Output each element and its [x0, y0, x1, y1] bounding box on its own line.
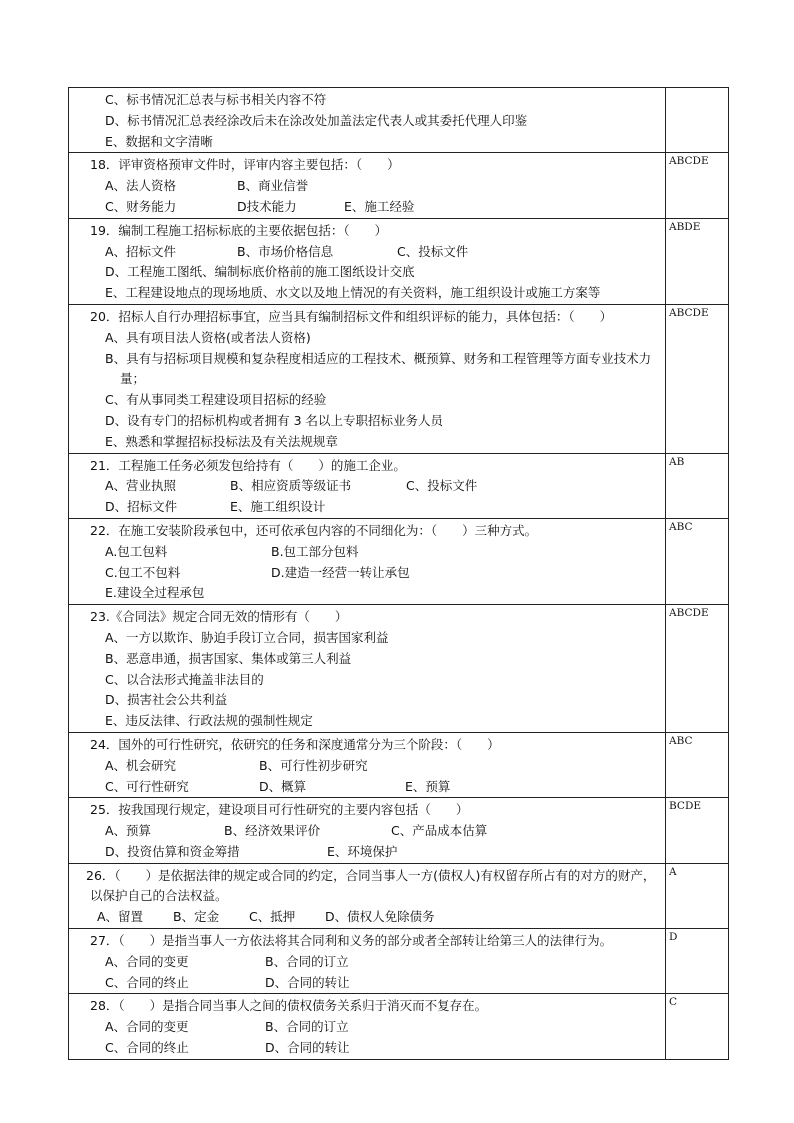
question-text: 23.《合同法》规定合同无效的情形有（ ）: [90, 609, 348, 625]
option-line: [72, 132, 662, 153]
question-row-26: [69, 863, 729, 928]
option-b: B、定金: [173, 909, 220, 925]
option-line: [72, 349, 662, 391]
option-e: E、预算: [405, 778, 451, 794]
option-line: [72, 1038, 662, 1059]
option-c: C、产品成本估算: [391, 823, 488, 839]
option-a: A、合同的变更: [105, 1019, 189, 1035]
answer-cell: ABC: [666, 518, 729, 604]
question-row-19: [69, 218, 729, 304]
option-d: D、投资估算和资金筹措: [105, 843, 240, 859]
option-c: C、合同的终止: [105, 974, 189, 990]
option-d: D、设有专门的招标机构或者拥有 3 名以上专职招标业务人员: [105, 412, 444, 428]
option-c: C、合同的终止: [105, 1040, 189, 1056]
question-text: 27．（ ）是指当事人一方依法将其合同利和义务的部分或者全部转让给第三人的法律行为。: [90, 933, 613, 949]
option-b: B、具有与招标项目规模和复杂程度相适应的工程技术、概预算、财务和工程管理等方面专业技术力量；: [105, 350, 652, 387]
question-text: 26．（ ）是依据法律的规定或合同的约定，合同当事人一方(债权人)有权留存所占有的对方的财产，以保护自己的合法权益。: [86, 867, 656, 904]
answer-cell: A: [666, 863, 729, 928]
option-d: D、债权人免除债务: [325, 909, 435, 925]
option-e: E、工程建设地点的现场地质、水文以及地上情况的有关资料，施工组织设计或施工方案等: [105, 285, 601, 301]
option-line: [72, 197, 662, 218]
question-cell: [69, 732, 666, 797]
option-b: B、经济效果评价: [224, 823, 321, 839]
option-c: C、有从事同类工程建设项目招标的经验: [105, 392, 327, 408]
option-d: D.建造一经营一转让承包: [271, 564, 410, 580]
option-line: [72, 1017, 662, 1038]
question-row-27: [69, 929, 729, 994]
question-cell: [69, 605, 666, 733]
question-cell: [69, 863, 666, 928]
option-c: C、标书情况汇总表与标书相关内容不符: [105, 92, 327, 107]
option-a: A、法人资格: [105, 178, 177, 194]
option-b: B.包工部分包料: [271, 543, 359, 559]
question-row-22: [69, 518, 729, 604]
question-row-25: [69, 798, 729, 863]
option-b: B、相应资质等级证书: [230, 478, 352, 494]
option-b: B、商业信誉: [237, 178, 309, 194]
question-text: 21．工程施工任务必须发包给持有（ ）的施工企业。: [90, 457, 406, 473]
answer-cell: AB: [666, 453, 729, 518]
option-line: [72, 542, 662, 563]
question-text: 25．按我国现行规定，建设项目可行性研究的主要内容包括（ ）: [90, 802, 469, 818]
answer-cell: ABCDE: [666, 153, 729, 218]
option-line: [72, 670, 662, 691]
answer-cell: ABCDE: [666, 304, 729, 453]
question-cell: [69, 929, 666, 994]
option-line: [72, 411, 662, 432]
option-e: E、施工经验: [344, 198, 415, 214]
option-c: C、以合法形式掩盖非法目的: [105, 671, 264, 687]
answer-cell: ABCDE: [666, 605, 729, 733]
option-line: [72, 907, 662, 928]
answer-cell: C: [666, 994, 729, 1059]
question-row-17-cont: [69, 88, 729, 153]
option-line: [72, 262, 662, 283]
option-line: [72, 390, 662, 411]
question-table: [68, 87, 729, 1060]
question-cell: [69, 518, 666, 604]
question-row-28: [69, 994, 729, 1059]
option-e: E、数据和文字清晰: [105, 133, 213, 149]
question-cell: [69, 88, 666, 153]
option-a: A、一方以欺诈、胁迫手段订立合同，损害国家利益: [105, 629, 389, 645]
option-line: [72, 777, 662, 798]
option-b: B、恶意串通，损害国家、集体或第三人利益: [105, 650, 352, 666]
question-text: 28．（ ）是指合同当事人之间的债权债务关系归于消灭而不复存在。: [90, 998, 488, 1014]
option-line: [72, 432, 662, 453]
option-d: D、损害社会公共利益: [105, 692, 228, 708]
option-c: C、抵押: [249, 909, 296, 925]
option-e: E、违反法律、行政法规的强制性规定: [105, 713, 313, 729]
option-b: B、可行性初步研究: [259, 757, 368, 773]
option-e: E、熟悉和掌握招标投标法及有关法规规章: [105, 433, 338, 449]
option-line: [72, 952, 662, 973]
option-a: A、合同的变更: [105, 953, 189, 969]
option-line: [72, 328, 662, 349]
option-line: [72, 628, 662, 649]
option-a: A、营业执照: [105, 478, 177, 494]
answer-cell: ABC: [666, 732, 729, 797]
question-cell: [69, 994, 666, 1059]
answer-cell: BCDE: [666, 798, 729, 863]
option-e: E、环境保护: [327, 843, 398, 859]
option-e: E.建设全过程承包: [105, 585, 205, 601]
option-b: B、合同的订立: [265, 1019, 349, 1035]
question-row-18: [69, 153, 729, 218]
option-a: A、留置: [97, 909, 144, 925]
option-c: C、财务能力: [105, 198, 177, 214]
option-b: B、合同的订立: [265, 953, 349, 969]
option-c: C、投标文件: [406, 478, 478, 494]
option-line: [72, 690, 662, 711]
option-d: D、合同的转让: [265, 974, 350, 990]
option-line: [72, 176, 662, 197]
option-line: [72, 583, 662, 604]
option-a: A、具有项目法人资格(或者法人资格): [105, 329, 311, 345]
question-cell: [69, 453, 666, 518]
question-text: 19．编制工程施工招标标底的主要依据包括：（ ）: [90, 222, 388, 238]
question-row-20: [69, 304, 729, 453]
question-row-21: [69, 453, 729, 518]
option-line: [72, 283, 662, 304]
option-c: C、可行性研究: [105, 778, 189, 794]
option-line: [72, 242, 662, 263]
question-row-23: [69, 605, 729, 733]
answer-cell: ABDE: [666, 218, 729, 304]
question-text: 18．评审资格预审文件时，评审内容主要包括：（ ）: [90, 157, 400, 173]
option-line: [72, 649, 662, 670]
question-text: 24．国外的可行性研究，依研究的任务和深度通常分为三个阶段：（ ）: [90, 736, 500, 752]
answer-cell: [666, 88, 729, 153]
option-a: A、预算: [105, 823, 152, 839]
option-c: C.包工不包料: [105, 564, 181, 580]
question-row-24: [69, 732, 729, 797]
option-d: D、招标文件: [105, 499, 178, 515]
option-d: D、标书情况汇总表经涂改后未在涂改处加盖法定代表人或其委托代理人印鉴: [105, 112, 528, 128]
option-b: B、市场价格信息: [237, 243, 334, 259]
option-line: [72, 842, 662, 863]
question-cell: [69, 304, 666, 453]
option-c: C、投标文件: [397, 243, 469, 259]
option-d: D技术能力: [237, 198, 297, 214]
option-line: [72, 497, 662, 518]
option-d: D、合同的转让: [265, 1040, 350, 1056]
option-d: D、概算: [259, 778, 307, 794]
option-line: [72, 756, 662, 777]
question-text: 22．在施工安装阶段承包中，还可依承包内容的不同细化为：（ ）三种方式。: [90, 522, 538, 538]
option-line: [72, 476, 662, 497]
option-a: A.包工包料: [105, 543, 168, 559]
option-a: A、机会研究: [105, 757, 177, 773]
question-cell: [69, 218, 666, 304]
option-line: [72, 973, 662, 994]
question-cell: [69, 153, 666, 218]
option-line: [72, 90, 662, 111]
question-cell: [69, 798, 666, 863]
option-a: A、招标文件: [105, 243, 177, 259]
option-line: [72, 821, 662, 842]
option-line: [72, 111, 662, 132]
option-e: E、施工组织设计: [230, 499, 326, 515]
answer-cell: D: [666, 929, 729, 994]
question-text: 20．招标人自行办理招标事宜，应当具有编制招标文件和组织评标的能力，具体包括：（ ）: [90, 308, 613, 324]
option-line: [72, 711, 662, 732]
option-line: [72, 563, 662, 584]
option-d: D、工程施工图纸、编制标底价格前的施工图纸设计交底: [105, 264, 415, 280]
